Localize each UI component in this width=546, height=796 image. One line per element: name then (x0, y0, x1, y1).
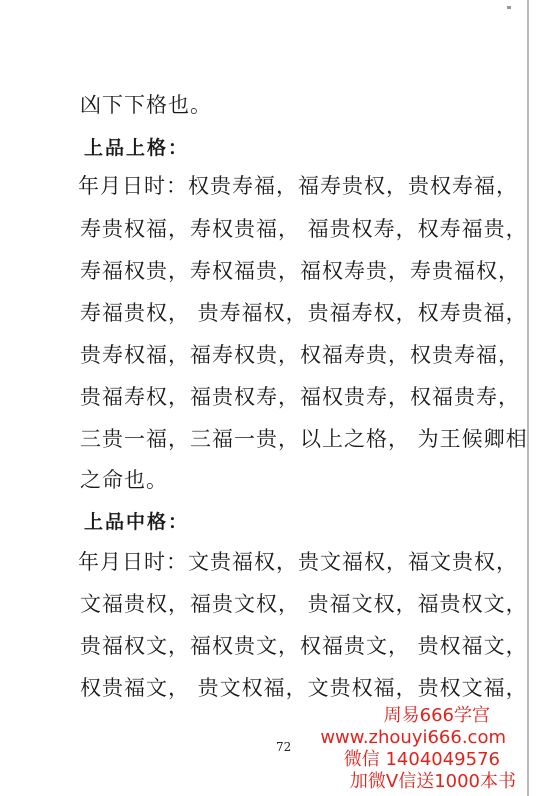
text-line-11: 文福贵权，福贵文权， 贵福文权，福贵权文， (80, 592, 528, 616)
text-line-6: 贵寿权福，福寿权贵，权福寿贵，权贵寿福， (80, 343, 520, 367)
text-line-2: 年月日时：权贵寿福，福寿贵权，贵权寿福， (78, 174, 518, 198)
heading-upper-upper: 上品上格： (84, 137, 190, 159)
heading-upper-middle: 上品中格： (84, 511, 190, 533)
text-line-3: 寿贵权福，寿权贵福， 福贵权寿，权寿福贵， (80, 217, 528, 241)
watermark-title: 周易666学宫 (383, 705, 490, 726)
text-line-5: 寿福贵权， 贵寿福权，贵福寿权，权寿贵福， (80, 301, 528, 325)
page-number: 72 (276, 740, 292, 754)
text-line-9: 之命也。 (80, 468, 168, 492)
watermark-offer: 加微V信送1000本书 (349, 771, 516, 792)
text-line-4: 寿福权贵，寿权福贵，福权寿贵，寿贵福权， (80, 259, 520, 283)
text-line-8: 三贵一福，三福一贵，以上之格， 为王候卿相 (80, 427, 528, 451)
text-line-10: 年月日时：文贵福权，贵文福权，福文贵权， (78, 550, 518, 574)
watermark-wechat: 微信 1404049576 (343, 749, 500, 770)
scan-speck (507, 6, 511, 9)
text-line-12: 贵福权文，福权贵文，权福贵文， 贵权福文， (80, 634, 528, 658)
text-line-13: 权贵福文， 贵文权福，文贵权福，贵权文福， (80, 676, 528, 700)
text-line-7: 贵福寿权，福贵权寿，福权贵寿，权福贵寿， (80, 385, 520, 409)
watermark-url: www.zhouyi666.com (320, 727, 506, 748)
text-line-1: 凶下下格也。 (80, 93, 212, 117)
